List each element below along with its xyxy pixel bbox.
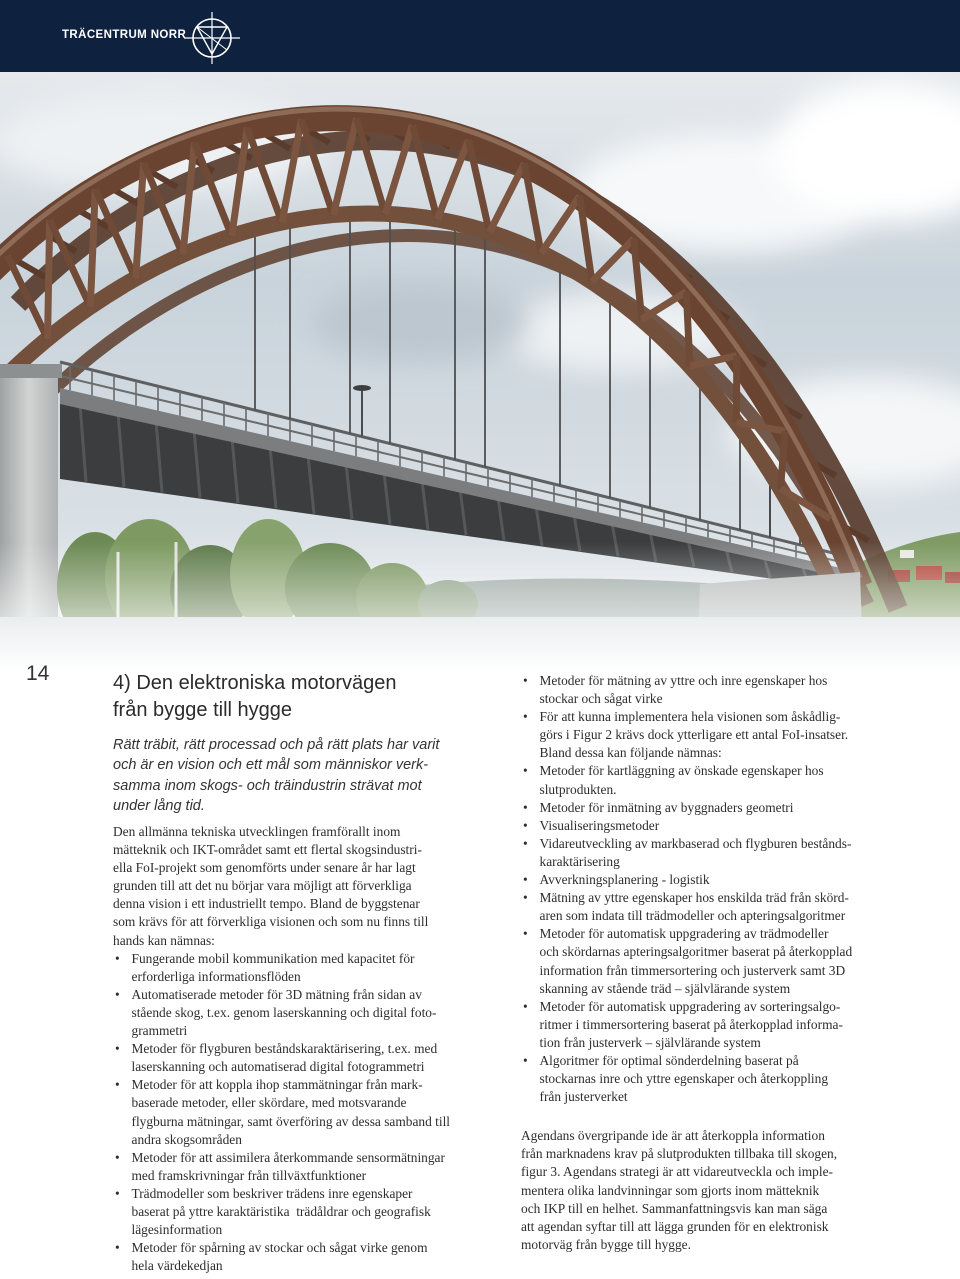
text-line: • Automatiserade metoder för 3D mätning från sidan av bbox=[131, 986, 422, 1002]
lead-line: Rätt träbit, rätt processad och på rätt plats har varit bbox=[113, 737, 440, 753]
bullet-item bbox=[521, 871, 941, 889]
text-line: andra skogsområden bbox=[131, 1131, 242, 1147]
text-line: denna vision i ett industriellt tempo. Bland de byggstenar bbox=[113, 896, 420, 912]
text-line: • Metoder för mätning av yttre och inre egenskaper hos bbox=[539, 673, 828, 688]
title-line: 4) Den elektroniska motorvägen bbox=[113, 672, 397, 694]
text-line: • Algoritmer för optimal sönderdelning baserat på bbox=[539, 1052, 799, 1068]
text-line: att agendan syftar till att lägga grunden för en elektronisk bbox=[521, 1218, 829, 1234]
cloud bbox=[310, 282, 530, 362]
bullet-item bbox=[113, 1076, 513, 1148]
text-line: • Metoder för automatisk uppgradering av trädmodeller bbox=[539, 926, 829, 942]
bullet-item bbox=[521, 835, 941, 871]
text-line: baserade metoder, eller skördare, med motsvarande bbox=[131, 1095, 407, 1111]
text-line: Bland dessa kan följande nämnas: bbox=[539, 745, 722, 761]
text-line: • Metoder för automatisk uppgradering av sorteringsalgo- bbox=[539, 998, 841, 1014]
text-line: figur 3. Agendans strategi är att vidareutveckla och imple- bbox=[521, 1164, 833, 1180]
text-line: • Vidareutveckling av markbaserad och flygburen bestånds- bbox=[539, 835, 852, 851]
text-line: • Trädmodeller som beskriver trädens inre egenskaper bbox=[131, 1185, 413, 1201]
text-line: från justerverket bbox=[539, 1089, 628, 1105]
lead-paragraph bbox=[113, 735, 439, 817]
bullet-item bbox=[521, 672, 941, 708]
intro-paragraph bbox=[113, 823, 513, 950]
lamp-head bbox=[353, 385, 371, 391]
text-line: Agendans övergripande ide är att återkoppla information bbox=[521, 1128, 825, 1144]
bullet-item bbox=[521, 998, 941, 1052]
text-line: • För att kunna implementera hela visionen som åskådlig- bbox=[539, 709, 841, 725]
bullet-item bbox=[521, 762, 941, 798]
header-bar bbox=[0, 0, 960, 72]
lead-line: och är en vision och ett mål som människor verk- bbox=[113, 757, 429, 774]
text-line: stående skog, t.ex. genom laserskanning och digital foto- bbox=[131, 1004, 437, 1020]
right-column bbox=[521, 672, 941, 1254]
bullet-item bbox=[521, 817, 941, 835]
text-line: • Metoder för kartläggning av önskade egenskaper hos bbox=[539, 763, 824, 779]
text-line: • Avverkningsplanering - logistik bbox=[539, 872, 710, 888]
text-line: grammetri bbox=[131, 1023, 188, 1039]
building-blocks-list bbox=[113, 950, 513, 1276]
text-line: grunden till att det nu börjar vara möjligt att förverkliga bbox=[113, 878, 412, 894]
truss-member bbox=[736, 356, 737, 423]
lead-line: under lång tid. bbox=[113, 798, 205, 815]
text-line: lägesinformation bbox=[131, 1222, 223, 1238]
bullet-item bbox=[521, 799, 941, 817]
text-line: • Mätning av yttre egenskaper hos enskilda träd från skörd- bbox=[539, 890, 849, 906]
text-line: • Metoder för att koppla ihop stammätningar från mark- bbox=[131, 1077, 423, 1093]
compass-logo-icon bbox=[182, 10, 242, 66]
text-line: från marknadens krav på slutprodukten tillbaka till skogen, bbox=[521, 1146, 838, 1162]
bullet-item bbox=[113, 1185, 513, 1239]
left-column bbox=[113, 823, 513, 1275]
text-line: flygburna mätningar, samt överföring av dessa samband till bbox=[131, 1113, 451, 1129]
truss-member bbox=[781, 431, 785, 489]
text-line: • Metoder för att assimilera återkommande sensormätningar bbox=[131, 1149, 445, 1165]
truss-member bbox=[686, 292, 690, 366]
text-line: • Metoder för spårning av stockar och sågat virke genom bbox=[131, 1240, 428, 1256]
bullet-item bbox=[521, 1052, 941, 1106]
text-line: som krävs för att förverkliga visionen och som nu finns till bbox=[113, 914, 429, 930]
text-line: görs i Figur 2 krävs dock ytterligare ett antal FoI-insatser. bbox=[539, 727, 849, 743]
text-line: mätteknik och IKT-området samt ett flertal skogsindustri- bbox=[113, 842, 422, 858]
bullet-item bbox=[113, 986, 513, 1040]
text-line: aren som indata till trädmodeller och apteringsalgoritmer bbox=[539, 908, 846, 924]
section-title bbox=[113, 670, 396, 724]
text-line: • Visualiseringsmetoder bbox=[539, 817, 660, 833]
text-line: med framskrivningar från tillväxtfunktioner bbox=[131, 1167, 367, 1183]
title-line: från bygge till hygge bbox=[113, 699, 293, 721]
bullet-item bbox=[113, 950, 513, 986]
truss-member bbox=[90, 189, 95, 307]
text-line: ritmer i timmersortering baserat på återkopplad informa- bbox=[539, 1016, 843, 1032]
text-line: ella FoI-projekt som genomförts under senare år har lagt bbox=[113, 860, 416, 876]
text-line: och IKP till en helhet. Sammanfattningsvis kan man säga bbox=[521, 1200, 828, 1216]
bullet-item bbox=[113, 1040, 513, 1076]
text-line: slutprodukten. bbox=[539, 781, 617, 797]
text-line: laserskanning och automatiserad digital fotogrammetri bbox=[131, 1059, 425, 1075]
text-line: tion från justerverk – självlärande system bbox=[539, 1034, 761, 1050]
truss-member bbox=[48, 220, 50, 339]
pillar-cap bbox=[0, 364, 62, 378]
text-line: stockarnas inre och yttre egenskaper och återkoppling bbox=[539, 1071, 829, 1087]
text-line: baserat på yttre karaktäristika trädåldrar och geografisk bbox=[131, 1203, 431, 1219]
text-line: mentera olika landvinningar som gjorts inom mätteknik bbox=[521, 1182, 820, 1198]
bullet-item bbox=[521, 925, 941, 997]
research-needs-list bbox=[521, 672, 941, 1106]
text-line: information från timmersortering och justerverk samt 3D bbox=[539, 962, 846, 978]
text-line: hela värdekedjan bbox=[131, 1258, 223, 1274]
text-line: skanning av stående träd – självlärande system bbox=[539, 980, 791, 996]
lead-line: samma inom skogs- och träindustrin strävat mot bbox=[113, 777, 422, 794]
text-line: • Metoder för inmätning av byggnaders geometri bbox=[539, 799, 794, 815]
logo-text: TRÄCENTRUM NORR bbox=[62, 29, 187, 41]
text-line: erforderliga informationsflöden bbox=[131, 968, 301, 984]
photo-fade bbox=[0, 542, 960, 672]
text-line: • Metoder för flygburen beståndskaraktärisering, t.ex. med bbox=[131, 1041, 438, 1057]
text-line: hands kan nämnas: bbox=[113, 932, 215, 948]
text-line: Den allmänna tekniska utvecklingen framförallt inom bbox=[113, 824, 401, 839]
closing-paragraph bbox=[521, 1127, 941, 1254]
bullet-item bbox=[521, 708, 941, 762]
bridge-photo bbox=[0, 72, 960, 672]
text-line: stockar och sågat virke bbox=[539, 691, 663, 707]
text-line: karaktärisering bbox=[539, 853, 620, 869]
bullet-item bbox=[113, 1149, 513, 1185]
text-line: och skördarnas apteringsalgoritmer baserat på återkopplad bbox=[539, 944, 853, 960]
text-line: motorväg från bygge till hygge. bbox=[521, 1236, 691, 1252]
page-number: 14 bbox=[26, 662, 50, 685]
bullet-item bbox=[521, 889, 941, 925]
bullet-item bbox=[113, 1239, 513, 1275]
text-line: • Fungerande mobil kommunikation med kapacitet för bbox=[131, 950, 415, 966]
